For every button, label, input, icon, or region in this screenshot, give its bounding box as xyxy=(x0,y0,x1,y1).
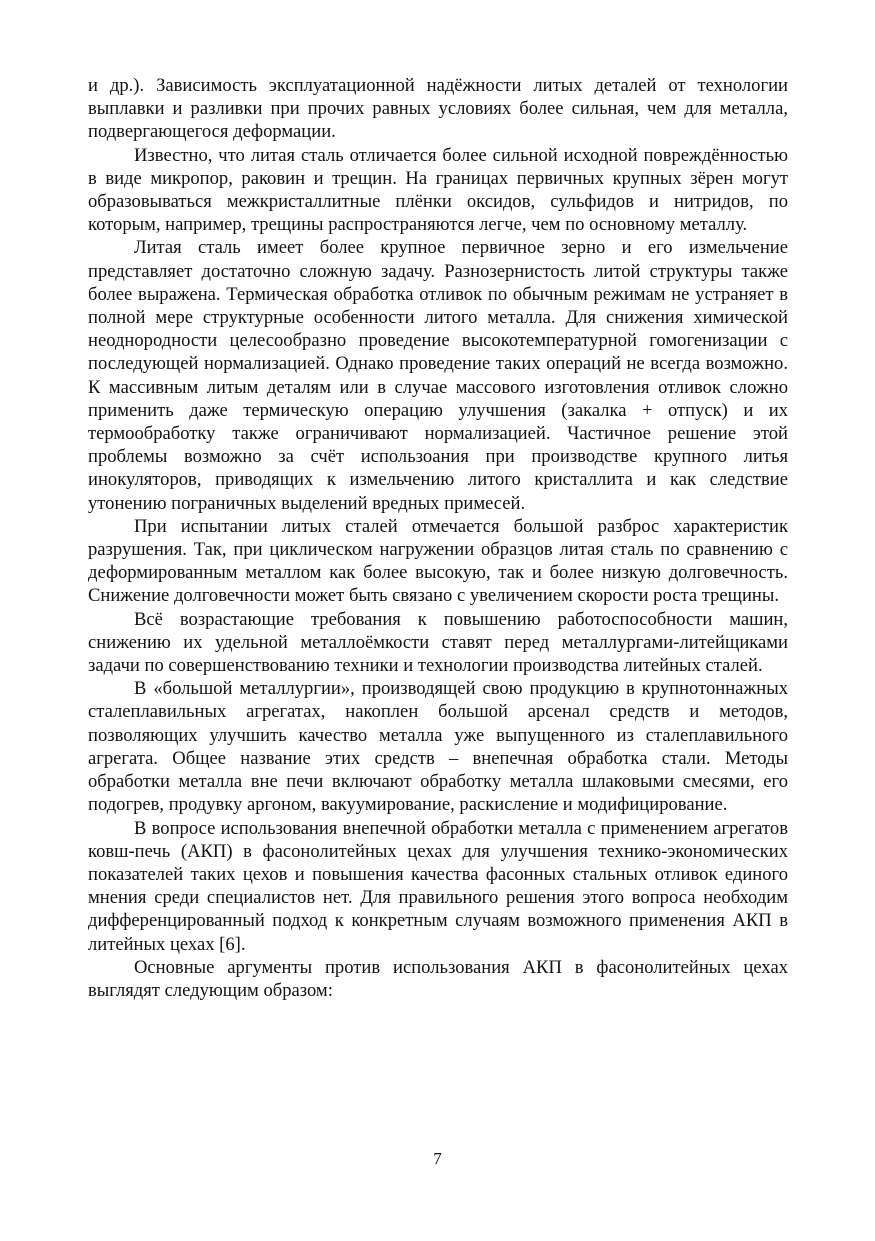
paragraph-big-metallurgy: В «большой металлургии», производящей свою продукцию в крупнотоннажных сталеплавильных агрегатах, накоплен большой арсенал средств и методов, позволяющих улучшить качество металла уже выпущенного из сталеплавильного агрегата. Общее название этих средств – внепечная обработка стали. Методы обработки металла вне печи включают обработку металла шлаковыми смесями, его подогрев, продувку аргоном, вакуумирование, раскисление и модифицирование. xyxy=(88,678,788,816)
paragraph-requirements: Всё возрастающие требования к повышению работоспособности машин, снижению их удельной металлоёмкости ставят перед металлургами-литейщиками задачи по совершенствованию техники и технологии производства литейных сталей. xyxy=(88,608,788,677)
paragraph-grain-structure: Литая сталь имеет более крупное первичное зерно и его измельчение представляет достаточно сложную задачу. Разнозернистость литой структуры также более выражена. Термическая обработка отливок по обычным режимам не устраняет в полной мере структурные особенности литого металла. Для снижения химической неоднородности целесообразно проведение высокотемпературной гомогенизации с последующей нормализацией. Однако проведение таких операций не всегда возможно. К массивным литым деталям или в случае массового изготовления отливок сложно применить даже термическую операцию улучшения (закалка + отпуск) и их термообработку также ограничивают нормализацией. Частичное решение этой проблемы возможно за счёт использоания при производстве крупного литья инокуляторов, приводящих к измельчению литого кристаллита и как следствие утонению пограничных выделений вредных примесей. xyxy=(88,237,788,514)
paragraph-arguments: Основные аргументы против использования АКП в фасонолитейных цехах выглядят следующим образом: xyxy=(88,956,788,1001)
paragraph-continuation: и др.). Зависимость эксплуатационной надёжности литых деталей от технологии выплавки и разливки при прочих равных условиях более сильная, чем для металла, подвергающегося деформации. xyxy=(88,75,788,143)
paragraph-ladle-furnace: В вопросе использования внепечной обработки металла с применением агрегатов ковш-печь (АКП) в фасонолитейных цехах для улучшения технико-экономических показателей таких цехов и повышения качества фасонных стальных отливок единого мнения среди специалистов нет. Для правильного решения этого вопроса необходим дифференцированный подход к конкретным случаям возможного применения АКП в литейных цехах [6]. xyxy=(88,817,788,955)
paragraph-testing: При испытании литых сталей отмечается большой разброс характеристик разрушения. Так, при циклическом нагружении образцов литая сталь по сравнению с деформированным металлом как более высокую, так и более низкую долговечность. Снижение долговечности может быть связано с увеличением скорости роста трещины. xyxy=(88,515,788,607)
page-body xyxy=(88,74,788,1002)
page-number: 7 xyxy=(433,1149,442,1168)
paragraph-cast-steel-damage: Известно, что литая сталь отличается более сильной исходной повреждённостью в виде микропор, раковин и трещин. На границах первичных крупных зёрен могут образовываться межкристаллитные плёнки оксидов, сульфидов и нитридов, по которым, например, трещины распространяются легче, чем по основному металлу. xyxy=(88,144,788,236)
